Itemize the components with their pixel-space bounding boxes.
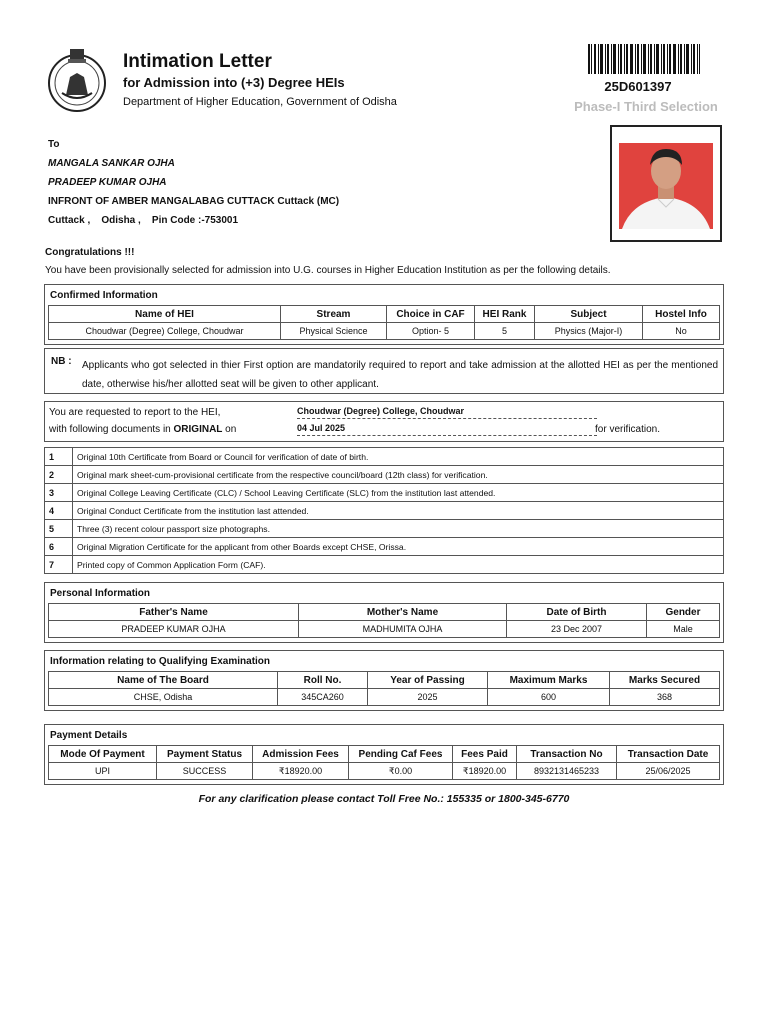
address-line-1: INFRONT OF AMBER MANGALABAG CUTTACK Cuttack (MC): [48, 196, 340, 207]
table-cell: Choudwar (Degree) College, Choudwar: [49, 323, 281, 340]
section-title: Confirmed Information: [50, 290, 158, 301]
guardian-name: PRADEEP KUMAR OJHA: [48, 177, 167, 188]
dashed-divider: [297, 435, 597, 436]
application-number: 25D601397: [604, 79, 672, 94]
letter-subtitle: for Admission into (+3) Degree HEIs: [123, 75, 345, 90]
column-header: Mother's Name: [299, 604, 507, 621]
congratulations-text: Congratulations !!!: [45, 247, 135, 258]
report-line-2: [49, 424, 236, 435]
report-line-2-text: with following documents in: [49, 424, 174, 435]
column-header: Gender: [647, 604, 720, 621]
document-number: 7: [45, 556, 73, 574]
column-header: Choice in CAF: [387, 306, 475, 323]
selection-phase: Phase-I Third Selection: [574, 99, 718, 114]
table-cell: ₹18920.00: [253, 763, 349, 780]
document-number: 5: [45, 520, 73, 538]
table-cell: 23 Dec 2007: [507, 621, 647, 638]
table-cell: Physics (Major-I): [535, 323, 643, 340]
table-cell: Option- 5: [387, 323, 475, 340]
table-cell: 368: [610, 689, 720, 706]
document-text: Original College Leaving Certificate (CLC) / School Leaving Certificate (SLC) from the institution last attended.: [73, 484, 724, 502]
qualifying-table: [48, 671, 720, 706]
department-name: Department of Higher Education, Government of Odisha: [123, 96, 397, 108]
document-row: [45, 502, 724, 520]
document-number: 4: [45, 502, 73, 520]
table-row: [49, 323, 720, 340]
report-hei: Choudwar (Degree) College, Choudwar: [297, 406, 465, 416]
document-text: Original Conduct Certificate from the institution last attended.: [73, 502, 724, 520]
table-cell: ₹0.00: [349, 763, 453, 780]
personal-table: [48, 603, 720, 638]
documents-table: [44, 447, 724, 574]
section-title: Personal Information: [50, 588, 151, 599]
dashed-divider: [297, 418, 597, 419]
column-header: Transaction No: [517, 746, 617, 763]
table-cell: SUCCESS: [157, 763, 253, 780]
report-instructions: [44, 401, 724, 442]
column-header: Admission Fees: [253, 746, 349, 763]
original-emphasis: ORIGINAL: [173, 424, 223, 435]
table-cell: MADHUMITA OJHA: [299, 621, 507, 638]
personal-information-section: [44, 582, 724, 643]
document-row: [45, 538, 724, 556]
column-header: Name of The Board: [49, 672, 278, 689]
document-row: [45, 484, 724, 502]
candidate-name: MANGALA SANKAR OJHA: [48, 158, 175, 169]
column-header: Name of HEI: [49, 306, 281, 323]
section-title: Information relating to Qualifying Examination: [50, 656, 271, 667]
column-header: Roll No.: [278, 672, 368, 689]
table-cell: PRADEEP KUMAR OJHA: [49, 621, 299, 638]
column-header: Year of Passing: [368, 672, 488, 689]
table-cell: CHSE, Odisha: [49, 689, 278, 706]
table-cell: Physical Science: [281, 323, 387, 340]
document-text: Original 10th Certificate from Board or Council for verification of date of birth.: [73, 448, 724, 466]
table-cell: 2025: [368, 689, 488, 706]
confirmed-table: [48, 305, 720, 340]
table-cell: 25/06/2025: [617, 763, 720, 780]
column-header: Mode Of Payment: [49, 746, 157, 763]
column-header: Stream: [281, 306, 387, 323]
odisha-emblem-icon: [44, 43, 110, 115]
nb-label: NB :: [51, 356, 72, 367]
column-header: Maximum Marks: [488, 672, 610, 689]
table-row: [49, 621, 720, 638]
column-header: Pending Caf Fees: [349, 746, 453, 763]
document-text: Original Migration Certificate for the applicant from other Boards except CHSE, Orissa.: [73, 538, 724, 556]
address-to: To: [48, 139, 60, 150]
document-number: 6: [45, 538, 73, 556]
column-header: Marks Secured: [610, 672, 720, 689]
table-cell: 5: [475, 323, 535, 340]
qualifying-exam-section: [44, 650, 724, 711]
selection-intro: You have been provisionally selected for admission into U.G. courses in Higher Education Institution as per the following details.: [45, 265, 611, 276]
table-cell: 345CA260: [278, 689, 368, 706]
payment-table: [48, 745, 720, 780]
document-number: 1: [45, 448, 73, 466]
document-number: 3: [45, 484, 73, 502]
report-suffix: for verification.: [595, 424, 661, 435]
table-cell: 8932131465233: [517, 763, 617, 780]
table-row: [49, 763, 720, 780]
column-header: Subject: [535, 306, 643, 323]
document-row: [45, 448, 724, 466]
address-line-2: Cuttack , Odisha , Pin Code :-753001: [48, 215, 239, 226]
barcode-icon: [588, 44, 700, 74]
table-cell: 600: [488, 689, 610, 706]
document-row: [45, 520, 724, 538]
payment-details-section: [44, 724, 724, 785]
table-cell: UPI: [49, 763, 157, 780]
document-number: 2: [45, 466, 73, 484]
toll-free-contact: For any clarification please contact Toll Free No.: 155335 or 1800-345-6770: [198, 793, 570, 805]
report-line-2-end: on: [222, 424, 237, 435]
column-header: Date of Birth: [507, 604, 647, 621]
candidate-photo: [610, 125, 722, 242]
table-row: [49, 689, 720, 706]
section-title: Payment Details: [50, 730, 128, 741]
column-header: Father's Name: [49, 604, 299, 621]
table-cell: No: [643, 323, 720, 340]
document-row: [45, 556, 724, 574]
column-header: Transaction Date: [617, 746, 720, 763]
document-text: Printed copy of Common Application Form (CAF).: [73, 556, 724, 574]
document-row: [45, 466, 724, 484]
column-header: Payment Status: [157, 746, 253, 763]
column-header: HEI Rank: [475, 306, 535, 323]
document-text: Original mark sheet-cum-provisional certificate from the respective council/board (12th class) for verification.: [73, 466, 724, 484]
table-cell: Male: [647, 621, 720, 638]
column-header: Fees Paid: [453, 746, 517, 763]
report-line-1: You are requested to report to the HEI,: [49, 407, 221, 418]
confirmed-information-section: [44, 284, 724, 345]
column-header: Hostel Info: [643, 306, 720, 323]
table-cell: ₹18920.00: [453, 763, 517, 780]
letter-title: Intimation Letter: [123, 51, 272, 72]
nb-text: Applicants who got selected in thier First option are mandatorily required to report and take admission at the allotted HEI as per the mentioned date, otherwise his/her allotted seat will be given to other applicant.: [82, 360, 718, 390]
report-date: 04 Jul 2025: [297, 423, 346, 433]
nb-notice: [44, 348, 724, 394]
document-text: Three (3) recent colour passport size photographs.: [73, 520, 724, 538]
